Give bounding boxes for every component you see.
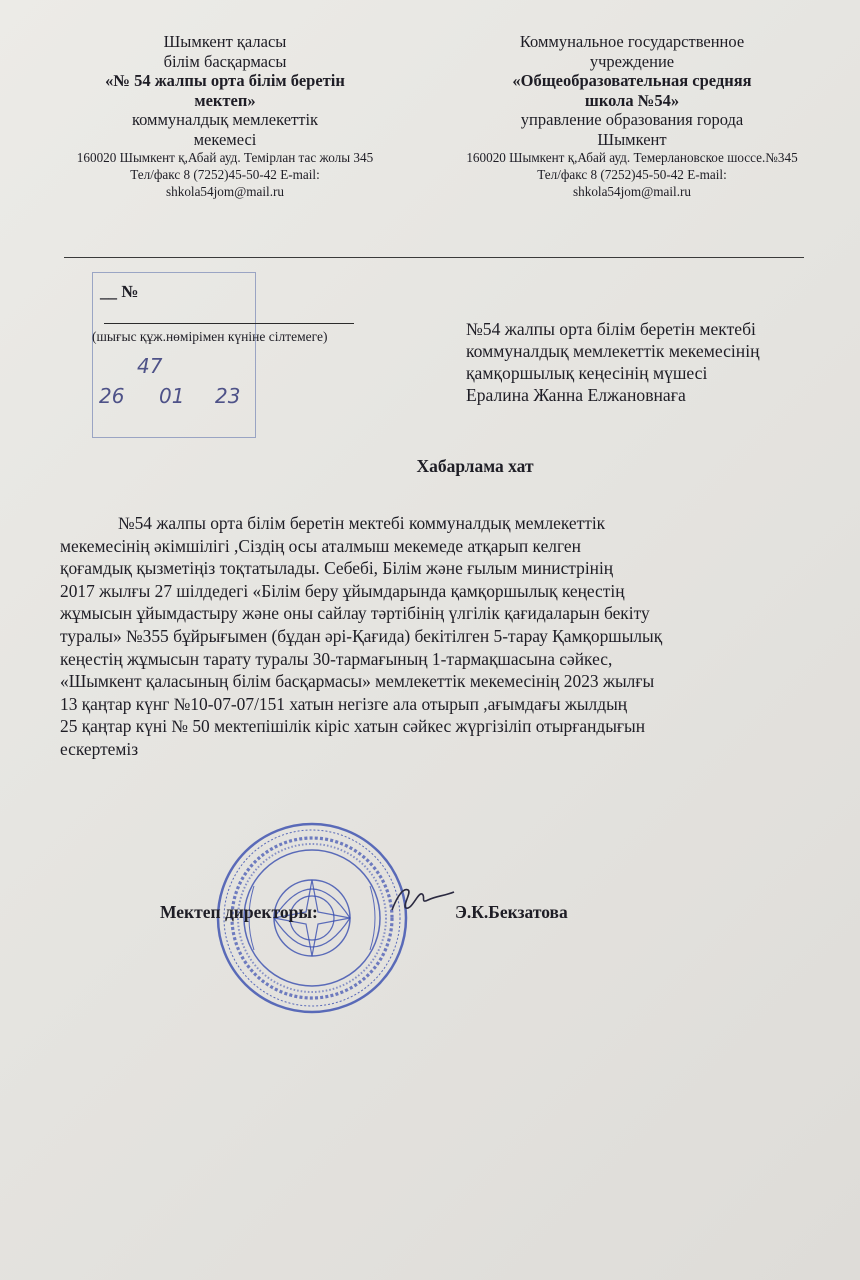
outgoing-number-label: __ №: [100, 282, 139, 301]
stamp-number: 47: [137, 354, 163, 378]
header-ru-school-name-cont: школа №54»: [584, 90, 680, 110]
header-phone: Тел/факс 8 (7252)45-50-42 E-mail:: [130, 167, 320, 182]
header-ru-phone: Тел/факс 8 (7252)45-50-42 E-mail:: [537, 167, 727, 182]
body-line: кеңестің жұмысын тарату туралы 30-тармағының 1-тармақшасына сәйкес,: [60, 648, 613, 669]
header-institution-type-cont: мекемесі: [193, 129, 257, 149]
header-divider: [64, 257, 804, 258]
body-line: қоғамдық қызметіңіз тоқтатылады. Себебі, Білім және ғылым министрінің: [60, 558, 614, 579]
body-line: ескертеміз: [60, 738, 139, 759]
header-school-name: «№ 54 жалпы орта білім беретін: [105, 71, 345, 90]
addressee-name: Ералина Жанна Елжановнаға: [466, 385, 686, 405]
header-department: білім басқармасы: [163, 51, 287, 71]
header-ru-department: управление образования города: [520, 110, 744, 129]
letter-body: [60, 512, 820, 761]
handwritten-signature-icon: [388, 884, 458, 914]
addressee-line: қамқоршылық кеңесінің мүшесі: [466, 363, 708, 383]
outgoing-reference-note: (шығыс құж.нөмірімен күніне сілтемеге): [92, 329, 328, 344]
body-line: 13 қаңтар күнг №10-07-07/151 хатын негізге ала отырып ,ағымдағы жылдың: [60, 693, 628, 714]
body-line: 2017 жылғы 27 шілдедегі «Білім беру ұйымдарында қамқоршылық кеңестің: [60, 580, 625, 601]
header-school-name-cont: мектеп»: [194, 90, 256, 110]
header-ru-email: shkola54jom@mail.ru: [573, 184, 691, 199]
body-line: мекемесінің әкімшілігі ,Сіздің осы аталмыш мекемеде атқарып келген: [60, 535, 581, 556]
addressee-line: коммуналдық мемлекеттік мекемесінің: [466, 341, 760, 361]
header-ru-city: Шымкент: [597, 129, 667, 149]
signatory-role: Мектеп директоры:: [160, 902, 318, 922]
header-email: shkola54jom@mail.ru: [166, 184, 284, 199]
body-line: №54 жалпы орта білім беретін мектебі коммуналдық мемлекеттік: [118, 513, 606, 533]
header-ru-school-name: «Общеобразовательная средняя: [512, 71, 752, 90]
stamp-year: 23: [215, 384, 241, 408]
document-title: Хабарлама хат: [416, 456, 534, 476]
addressee-block: [466, 318, 846, 406]
addressee-line: №54 жалпы орта білім беретін мектебі: [466, 319, 756, 339]
stamp-month: 01: [159, 384, 185, 408]
header-russian: [432, 32, 832, 200]
header-institution-type: коммуналдық мемлекеттік: [131, 110, 319, 129]
body-line: 25 қаңтар күні № 50 мектепішілік кіріс хатын сәйкес жүргізіліп отырғандығын: [60, 716, 646, 737]
header-ru-address: 160020 Шымкент қ,Абай ауд. Темерлановское шоссе.№345: [466, 150, 798, 165]
body-line: жұмысын ұйымдастыру және оны сайлау тәртібінің үлгілік қағидаларын бекіту: [60, 603, 650, 624]
header-address: 160020 Шымкент қ,Абай ауд. Темірлан тас жолы 345: [76, 150, 374, 165]
body-line: туралы» №355 бұйрығымен (бұдан әрі-Қағида) бекітілген 5-тарау Қамқоршылық: [60, 625, 663, 646]
header-ru-line1: Коммунальное государственное: [519, 32, 745, 51]
header-ru-line2: учреждение: [589, 51, 675, 71]
body-line: «Шымкент қаласының білім басқармасы» мемлекеттік мекемесінің 2023 жылғы: [60, 671, 655, 692]
outgoing-number-line: [104, 323, 354, 324]
header-city: Шымкент қаласы: [163, 32, 287, 51]
stamp-day: 26: [99, 384, 125, 408]
header-kazakh: [40, 32, 410, 200]
signatory-name: Э.К.Бекзатова: [455, 902, 568, 922]
